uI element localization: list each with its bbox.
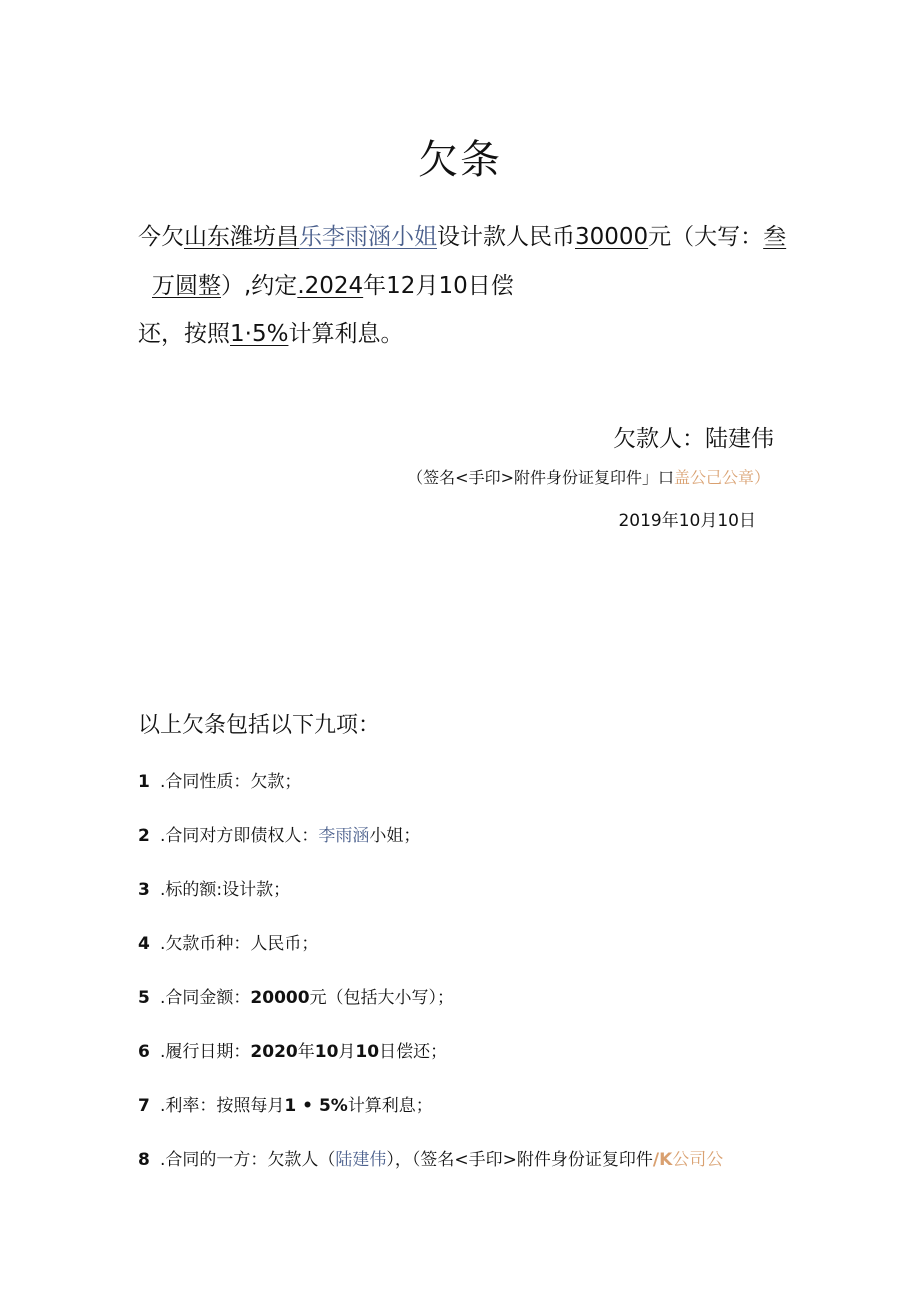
body-text: 还，按照 (138, 321, 230, 347)
body-text: 年12月10日偿 (363, 273, 514, 299)
due-month: 10 (314, 1042, 339, 1062)
body-text: 元（大写： (648, 224, 764, 250)
interest-rate: 1 • 5% (284, 1096, 348, 1116)
item-number: 6 (138, 1042, 150, 1062)
due-year: 2020 (250, 1042, 298, 1062)
item-number: 1 (138, 772, 150, 792)
item-number: 8 (138, 1150, 150, 1170)
repayment-year: .2024 (297, 273, 364, 299)
list-item (138, 875, 290, 900)
body-text: 设计款人民币 (437, 224, 575, 250)
signature-note (407, 465, 770, 488)
body-text: 计算利息。 (288, 321, 404, 347)
list-item (138, 1091, 433, 1116)
list-item (138, 983, 454, 1008)
item-text-company: 公司公 (672, 1150, 724, 1170)
amount: 30000 (575, 224, 649, 250)
list-item (138, 929, 318, 954)
due-day: 10 (355, 1042, 380, 1062)
body-text: 今欠 (138, 224, 184, 250)
item-text: .利率：按照每月 (160, 1096, 285, 1116)
body-line-2 (152, 267, 514, 300)
item-number: 4 (138, 934, 150, 954)
item-number: 7 (138, 1096, 150, 1116)
item-text: .合同对方即债权人： (160, 826, 319, 846)
list-item (138, 821, 420, 846)
list-item (138, 1145, 723, 1170)
body-line-1 (138, 218, 786, 251)
creditor-name: 李雨涵 (318, 826, 370, 846)
signature-note-text: （签名<手印>附件身份证复印件」口 (407, 468, 674, 487)
debtor-signature: 欠款人：陆建伟 (613, 426, 774, 452)
item-number: 3 (138, 880, 150, 900)
body-line-3 (138, 315, 403, 348)
signing-date: 2019年10月10日 (618, 511, 756, 531)
item-text: .合同的一方：欠款人（ (160, 1150, 336, 1170)
item-text: 日偿还； (379, 1042, 448, 1062)
item-text: .欠款币种：人民币； (160, 934, 319, 954)
item-text: .合同性质：欠款； (160, 772, 302, 792)
item-text: 月 (338, 1042, 356, 1062)
item-number: 5 (138, 988, 150, 1008)
item-text: .标的额:设计款； (160, 880, 291, 900)
item-text: .履行日期： (160, 1042, 251, 1062)
item-text-k: /K (652, 1150, 673, 1170)
list-item (138, 1037, 447, 1062)
list-item (138, 767, 301, 792)
creditor-name: 乐李雨涵小姐 (299, 224, 437, 250)
item-text: 小姐； (369, 826, 421, 846)
item-text: 年 (297, 1042, 315, 1062)
body-text: ）,约定 (221, 273, 298, 299)
item-text: ），（签名<手印>附件身份证复印件 (386, 1150, 653, 1170)
item-number: 2 (138, 826, 150, 846)
interest-rate: 1·5% (230, 321, 289, 347)
amount-uppercase: 万圆整 (152, 273, 221, 299)
item-text: 元（包括大小写）； (309, 988, 455, 1008)
debtor-name: 陆建伟 (335, 1150, 387, 1170)
item-text: 计算利息； (347, 1096, 433, 1116)
creditor-location: 山东潍坊昌 (184, 224, 299, 250)
summary-title: 以上欠条包括以下九项： (138, 713, 381, 738)
amount-uppercase: 叁 (763, 224, 787, 250)
item-text: .合同金额： (160, 988, 251, 1008)
document-title: 欠条 (418, 137, 502, 183)
signature-note-seal: 盖公己公章） (673, 468, 770, 487)
contract-amount: 20000 (250, 988, 310, 1008)
